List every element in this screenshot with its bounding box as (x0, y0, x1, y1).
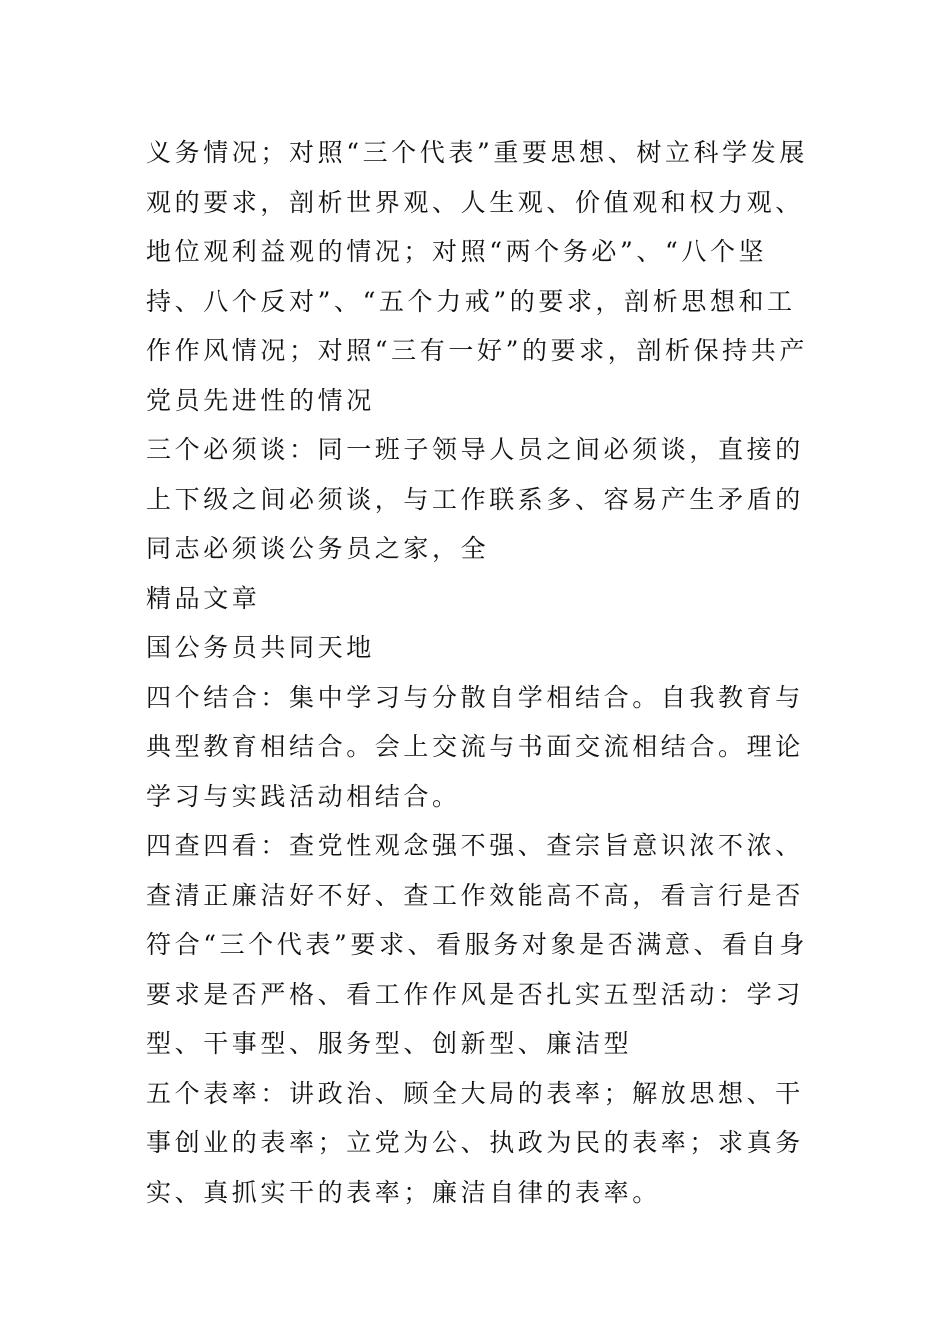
paragraph-four-checks-four-looks: 四查四看：查党性观念强不强、查宗旨意识浓不浓、查清正廉洁好不好、查工作效能高不高，看言行是否符合“三个代表”要求、看服务对象是否满意、看自身要求是否严格、看工作作风是否扎实五型活动：学习型、干事型、服务型、创新型、廉洁型 (146, 831, 808, 1058)
paragraph-five-models: 五个表率：讲政治、顾全大局的表率；解放思想、干事创业的表率；立党为公、执政为民的表率；求真务实、真抓实干的表率；廉洁自律的表率。 (146, 1078, 804, 1207)
paragraph-featured-article: 精品文章 (146, 583, 261, 613)
paragraph-three-must-talk: 三个必须谈：同一班子领导人员之间必须谈，直接的上下级之间必须谈，与工作联系多、容易产生矛盾的同志必须谈公务员之家，全 (146, 435, 804, 563)
paragraph-self-analysis: 义务情况；对照“三个代表”重要思想、树立科学发展观的要求，剖析世界观、人生观、价值观和权力观、地位观利益观的情况；对照“两个务必”、“八个坚持、八个反对”、“五个力戒”的要求，剖析思想和工作作风情况；对照“三有一好”的要求，剖析保持共产党员先进性的情况 (146, 138, 808, 415)
paragraph-four-combinations: 四个结合：集中学习与分散自学相结合。自我教育与典型教育相结合。会上交流与书面交流相结合。理论学习与实践活动相结合。 (146, 682, 804, 811)
document-body (146, 128, 810, 1217)
paragraph-civil-servant-world: 国公务员共同天地 (146, 633, 375, 662)
